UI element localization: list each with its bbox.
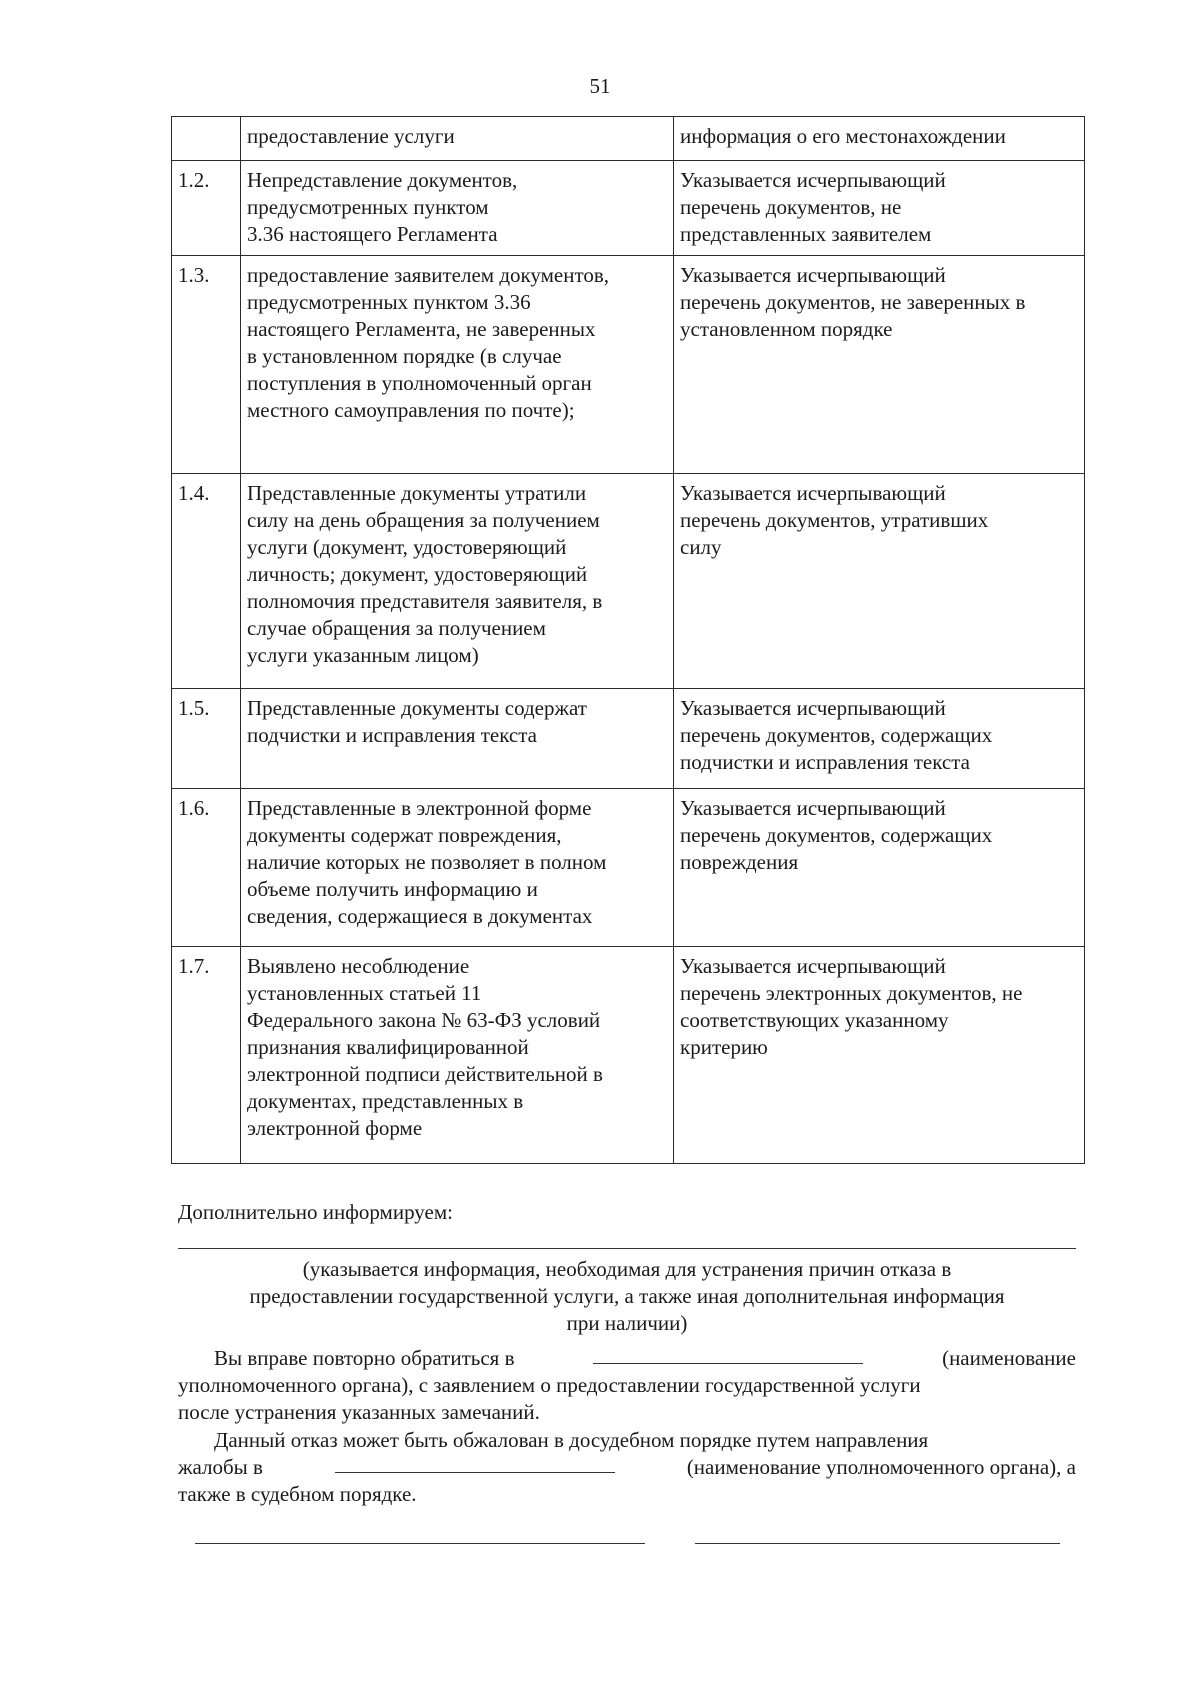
refusal-reason-cell bbox=[241, 256, 674, 474]
table-row bbox=[172, 689, 1085, 789]
refusal-reason: предоставление заявителем документов, предусмотренных пунктом 3.36 настоящего Регламента, не заверенных в установленном порядке (в случае поступления в уполномоченный орган местного самоуправления по почте); bbox=[247, 263, 610, 422]
refusal-reason: Представленные в электронной форме документы содержат повреждения, наличие которых не позволяет в полном объеме получить информацию и сведения, содержащиеся в документах bbox=[247, 796, 607, 928]
reason-explanation-cell bbox=[674, 256, 1085, 474]
refusal-reason-cell bbox=[241, 689, 674, 789]
table-row bbox=[172, 947, 1085, 1164]
reason-explanation-cell bbox=[674, 789, 1085, 947]
row-number-cell bbox=[172, 161, 241, 256]
refusal-reason-cell bbox=[241, 161, 674, 256]
refusal-reason: Выявлено несоблюдение установленных статьей 11 Федерального закона № 63-ФЗ условий признания квалифицированной электронной подписи действительной в документах, представленных в электронной форме bbox=[247, 954, 603, 1140]
row-number-cell bbox=[172, 947, 241, 1164]
refusal-reasons-table bbox=[171, 116, 1085, 1164]
row-number: 1.2. bbox=[178, 168, 210, 192]
additional-info-note: (указывается информация, необходимая для устранения причин отказа в предоставлении государственной услуги, а также иная дополнительная информация при наличии) bbox=[249, 1257, 1005, 1335]
refusal-reason: Представленные документы утратили силу на день обращения за получением услуги (документ, удостоверяющий личность; документ, удостоверяющий полномочия представителя заявителя, в случае обращения за получением услуги указанным лицом) bbox=[247, 481, 603, 667]
refusal-reason: Непредставление документов, предусмотренных пунктом 3.36 настоящего Регламента bbox=[247, 168, 518, 246]
row-number-cell bbox=[172, 256, 241, 474]
additional-info-label: Дополнительно информируем: bbox=[178, 1200, 453, 1224]
refusal-reason-cell bbox=[241, 947, 674, 1164]
table-row bbox=[172, 474, 1085, 689]
row-number-cell bbox=[172, 789, 241, 947]
complaint-paragraph bbox=[178, 1427, 1076, 1508]
complaint-text-start: жалобы в bbox=[178, 1455, 263, 1479]
complaint-text-name-hint: (наименование уполномоченного органа), а bbox=[686, 1455, 1076, 1479]
reason-explanation-cell bbox=[674, 947, 1085, 1164]
complaint-text-line1: Данный отказ может быть обжалован в досудебном порядке путем направления bbox=[214, 1428, 929, 1452]
table-row bbox=[172, 256, 1085, 474]
appeal-paragraph bbox=[178, 1345, 1076, 1426]
reason-explanation: Указывается исчерпывающий перечень документов, содержащих повреждения bbox=[680, 796, 993, 874]
complaint-authority-blank-line bbox=[335, 1454, 615, 1473]
reason-explanation-cell bbox=[674, 689, 1085, 789]
table-row bbox=[172, 117, 1085, 161]
table-row bbox=[172, 161, 1085, 256]
reason-explanation-cell bbox=[674, 474, 1085, 689]
signature-line-right bbox=[695, 1543, 1060, 1544]
reason-explanation: Указывается исчерпывающий перечень документов, содержащих подчистки и исправления текста bbox=[680, 696, 993, 774]
reason-explanation: Указывается исчерпывающий перечень документов, не представленных заявителем bbox=[680, 168, 946, 246]
signature-line-left bbox=[195, 1543, 645, 1544]
appeal-text-line2: уполномоченного органа), с заявлением о предоставлении государственной услуги bbox=[178, 1373, 921, 1397]
page-number: 51 bbox=[589, 74, 611, 98]
row-number: 1.4. bbox=[178, 481, 210, 505]
appeal-text-name-hint: (наименование bbox=[942, 1346, 1076, 1370]
complaint-text-line3: также в судебном порядке. bbox=[178, 1482, 417, 1506]
refusal-reason: предоставление услуги bbox=[247, 124, 455, 148]
refusal-reason: Представленные документы содержат подчистки и исправления текста bbox=[247, 696, 587, 747]
refusal-reason-cell bbox=[241, 789, 674, 947]
row-number: 1.7. bbox=[178, 954, 210, 978]
refusal-reason-cell bbox=[241, 474, 674, 689]
refusal-reason-cell bbox=[241, 117, 674, 161]
reason-explanation-cell bbox=[674, 161, 1085, 256]
authority-blank-line bbox=[593, 1345, 863, 1364]
row-number-cell bbox=[172, 474, 241, 689]
reason-explanation-cell bbox=[674, 117, 1085, 161]
row-number-cell bbox=[172, 689, 241, 789]
appeal-text-start: Вы вправе повторно обратиться в bbox=[214, 1346, 515, 1370]
additional-info-line bbox=[178, 1248, 1076, 1249]
row-number: 1.6. bbox=[178, 796, 210, 820]
reason-explanation: информация о его местонахождении bbox=[680, 124, 1006, 148]
reason-explanation: Указывается исчерпывающий перечень электронных документов, не соответствующих указанному критерию bbox=[680, 954, 1023, 1059]
row-number-cell bbox=[172, 117, 241, 161]
reason-explanation: Указывается исчерпывающий перечень документов, утративших силу bbox=[680, 481, 989, 559]
row-number: 1.5. bbox=[178, 696, 210, 720]
appeal-text-line3: после устранения указанных замечаний. bbox=[178, 1400, 540, 1424]
reason-explanation: Указывается исчерпывающий перечень документов, не заверенных в установленном порядке bbox=[680, 263, 1026, 341]
row-number: 1.3. bbox=[178, 263, 210, 287]
table-row bbox=[172, 789, 1085, 947]
